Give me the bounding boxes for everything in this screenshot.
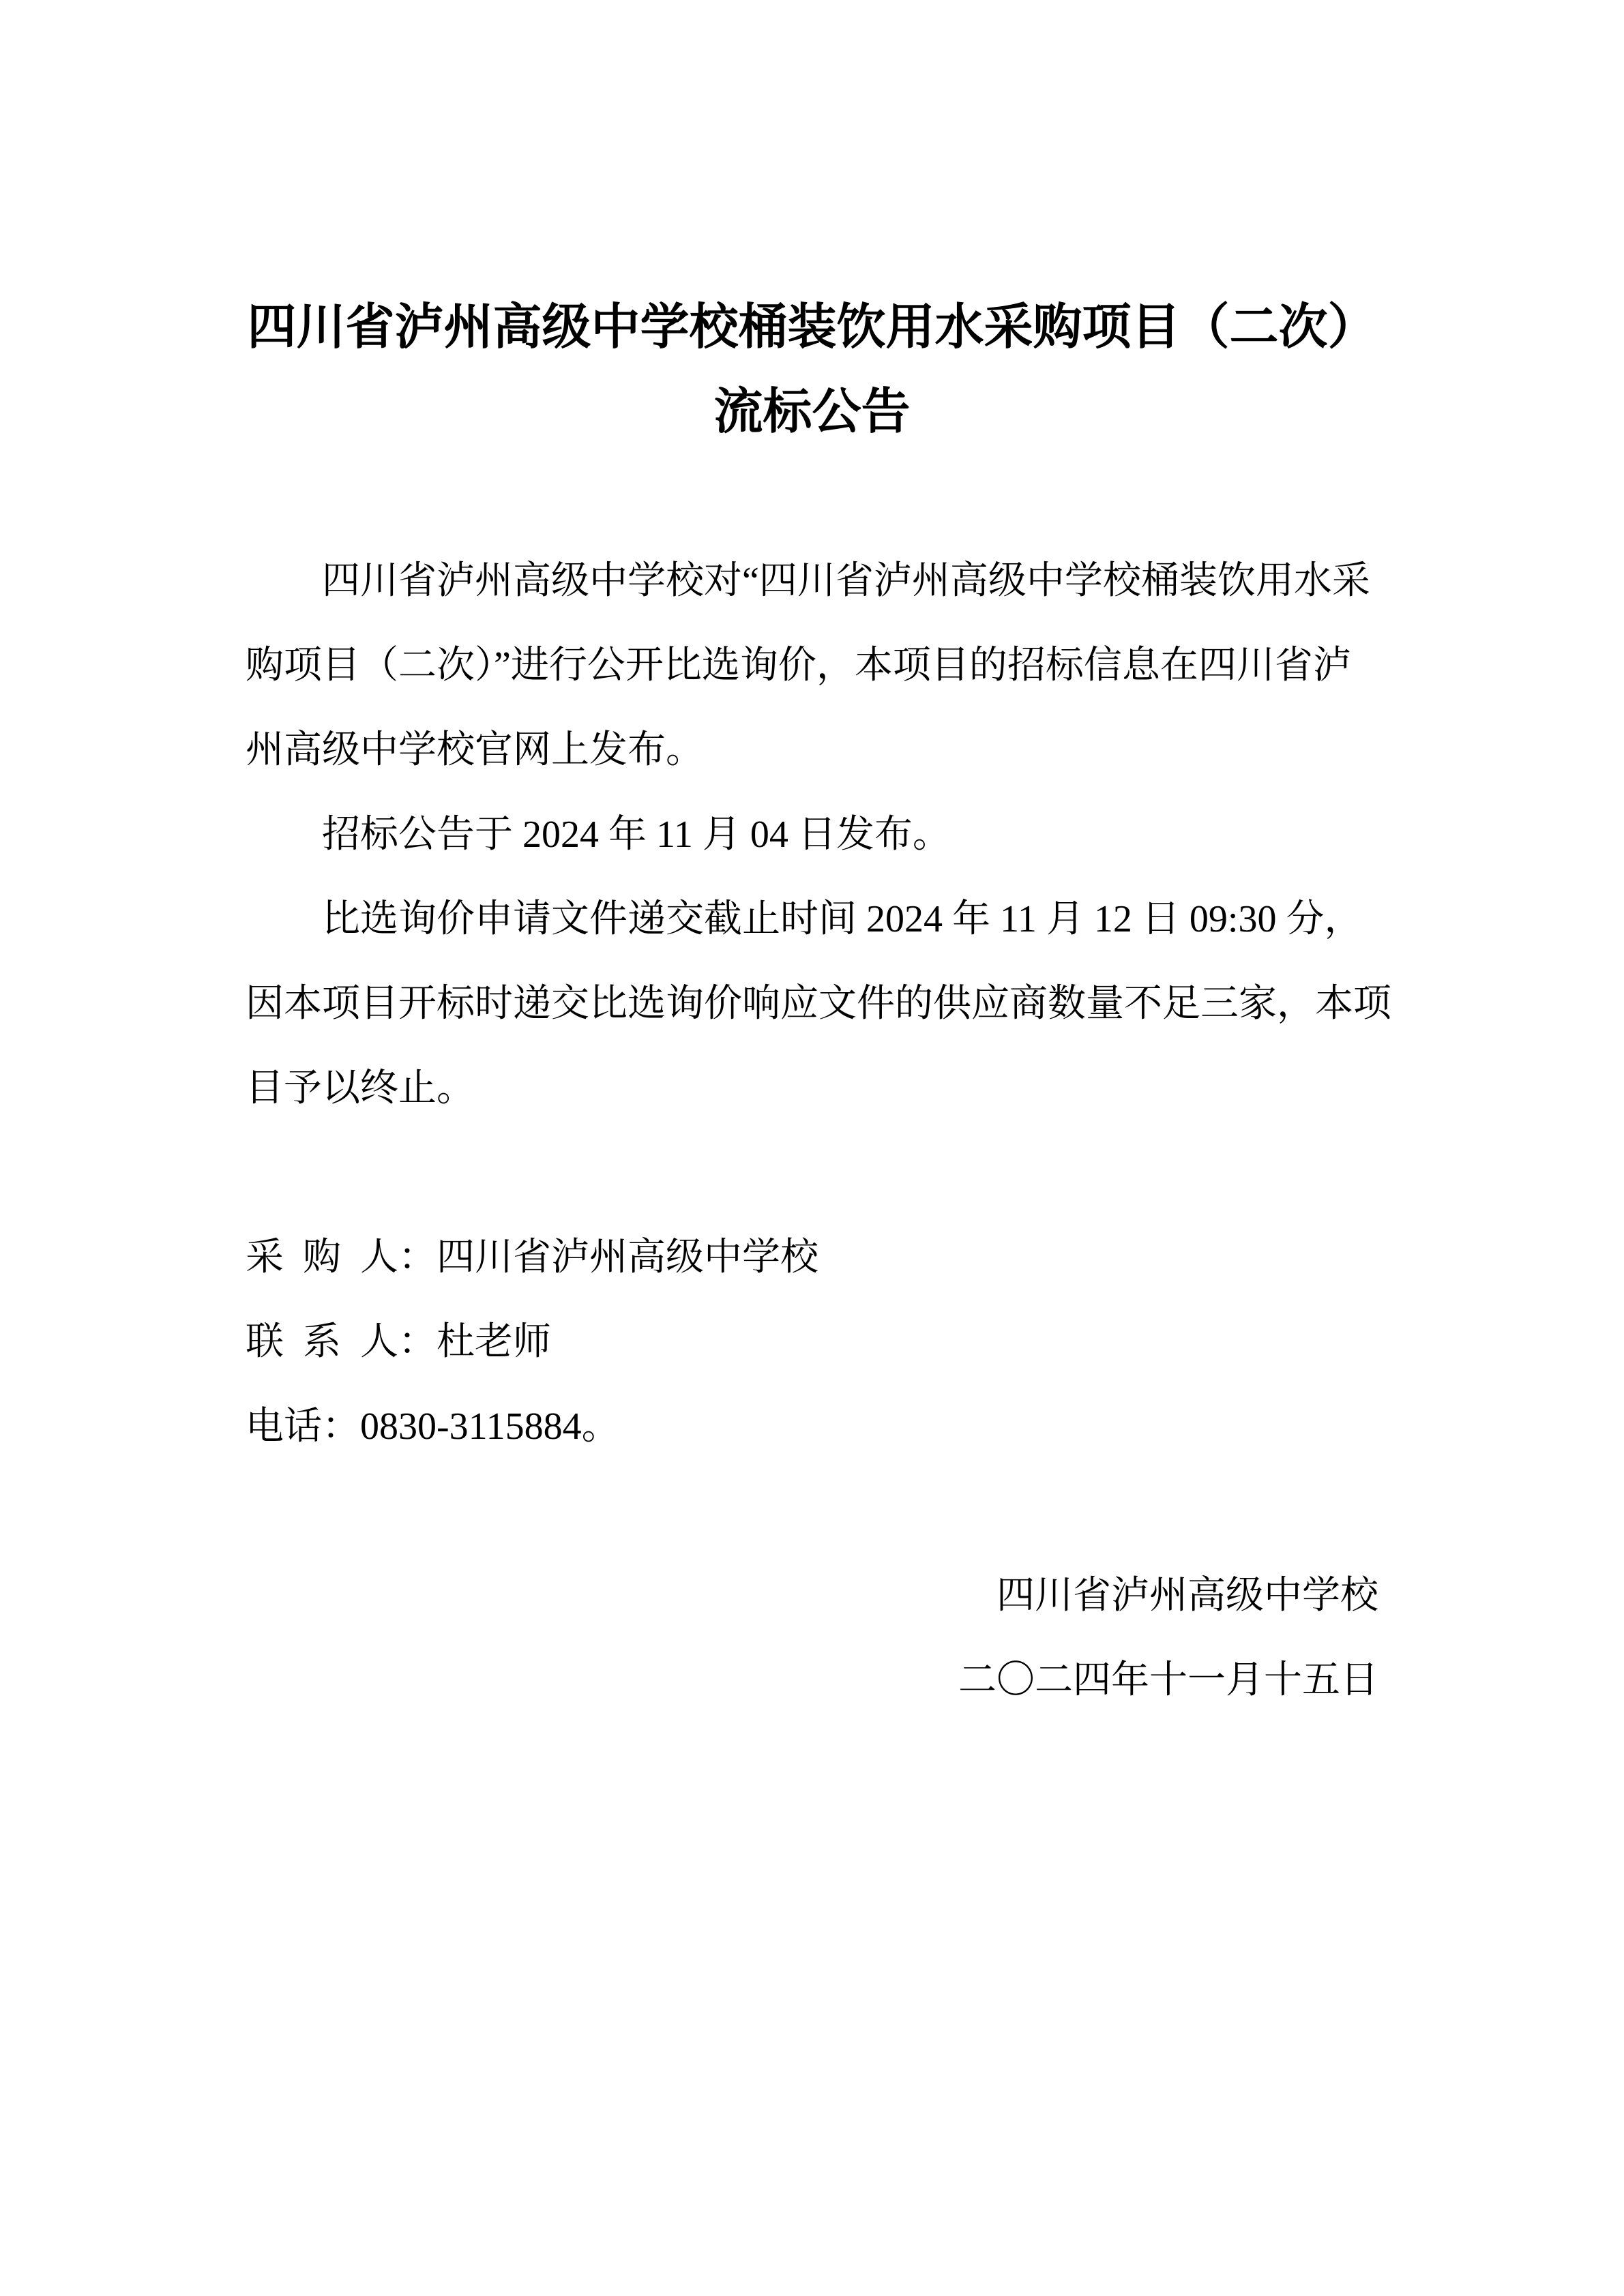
paragraph-1-line-2: 购项目（二次）”进行公开比选询价，本项目的招标信息在四川省泸 bbox=[246, 644, 1351, 687]
paragraph-3-line-3: 目予以终止。 bbox=[246, 1067, 475, 1109]
signature-org-line: 四川省泸州高级中学校 bbox=[996, 1575, 1378, 1617]
contact-block bbox=[246, 1215, 1378, 1469]
blank-line bbox=[246, 454, 1378, 539]
buyer-line: 采 购 人：四川省泸州高级中学校 bbox=[246, 1236, 818, 1279]
paragraph-3-line-2: 因本项目开标时递交比选询价响应文件的供应商数量不足三家，本项 bbox=[246, 983, 1391, 1025]
paragraph-3 bbox=[246, 877, 1391, 1131]
paragraph-2-line-1: 招标公告于 2024 年 11 月 04 日发布。 bbox=[322, 814, 951, 856]
document-title-line-2: 流标公告 bbox=[713, 385, 911, 439]
paragraph-3-line-1: 比选询价申请文件递交截止时间 2024 年 11 月 12 日 09:30 分， bbox=[322, 898, 1363, 940]
paragraph-2 bbox=[246, 792, 1378, 877]
signature-date-line: 二〇二四年十一月十五日 bbox=[958, 1659, 1378, 1701]
blank-line bbox=[246, 1131, 1378, 1215]
document-title-line-1: 四川省泸州高级中学校桶装饮用水采购项目（二次） bbox=[247, 300, 1377, 355]
paragraph-1 bbox=[246, 539, 1378, 792]
paragraph-1-line-3: 州高级中学校官网上发布。 bbox=[246, 729, 704, 771]
phone-line: 电话：0830-3115884。 bbox=[246, 1405, 620, 1448]
blank-line bbox=[246, 1469, 1378, 1553]
paragraph-1-line-1: 四川省泸州高级中学校对“四川省泸州高级中学校桶装饮用水采 bbox=[322, 560, 1370, 602]
contact-person-line: 联 系 人：杜老师 bbox=[246, 1321, 551, 1363]
document-title bbox=[246, 285, 1378, 454]
signature-block bbox=[246, 1553, 1378, 1723]
